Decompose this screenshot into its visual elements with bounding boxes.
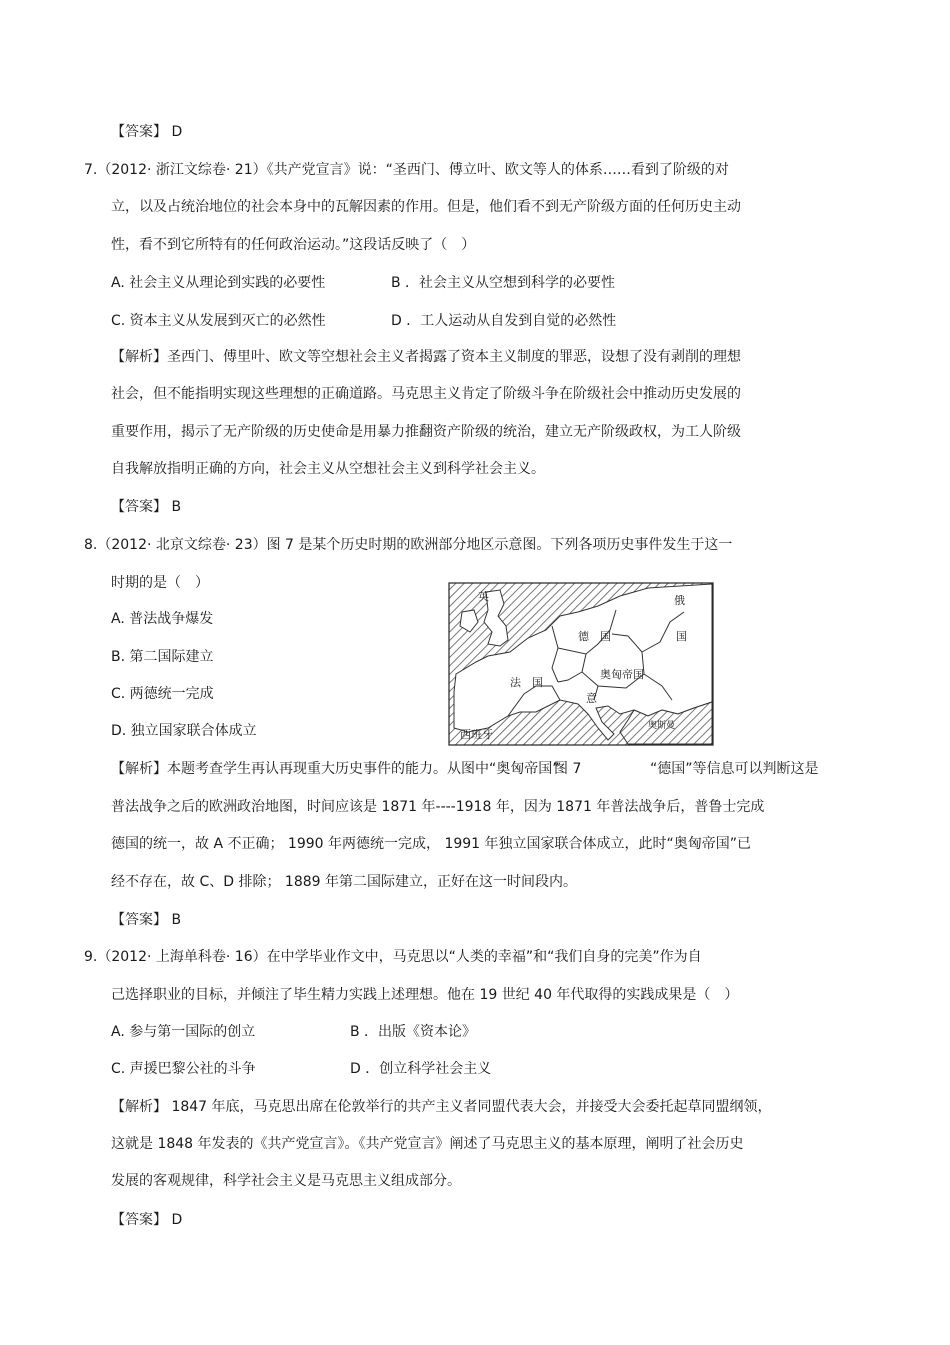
- q9-option-b: B ．出版《资本论》: [350, 1024, 477, 1040]
- q7-line1: 7.（2012· 浙江文综卷· 21）《共产党宣言》说：“圣西门、傅立叶、欧文等人的体系……看到了阶级的对: [84, 162, 729, 178]
- q8-option-d: D. 独立国家联合体成立: [111, 723, 257, 739]
- q8-analysis-2: 普法战争之后的欧洲政治地图，时间应该是 1871 年----1918 年，因为 1871 年普法战争后，普鲁士完成: [111, 799, 765, 815]
- map-label-germany: 德 国: [578, 630, 611, 643]
- map-label-austria-hungary: 奥匈帝国: [600, 668, 644, 681]
- q8-analysis-1b: “德国”等信息可以判断这是: [650, 761, 819, 777]
- answer-q8: 【答案】 B: [111, 912, 182, 928]
- map-caption: 图 7: [554, 761, 582, 777]
- q8-option-a: A. 普法战争爆发: [111, 611, 214, 627]
- map-label-uk: 英: [478, 590, 489, 603]
- q9-line2: 己选择职业的目标，并倾注了毕生精力实践上述理想。他在 19 世纪 40 年代取得的实践成果是（ ）: [111, 987, 739, 1003]
- q7-analysis-3: 重要作用，揭示了无产阶级的历史使命是用暴力推翻资产阶级的统治，建立无产阶级政权，为工人阶级: [111, 424, 741, 440]
- q9-analysis-2: 这就是 1848 年发表的《共产党宣言》。《共产党宣言》阐述了马克思主义的基本原理，阐明了社会历史: [111, 1136, 744, 1152]
- q8-option-b: B. 第二国际建立: [111, 649, 214, 665]
- q9-line1: 9.（2012· 上海单科卷· 16）在中学毕业作文中，马克思以“人类的幸福”和“我们自身的完美”作为自: [84, 949, 702, 965]
- q9-analysis-3: 发展的客观规律，科学社会主义是马克思主义组成部分。: [111, 1173, 461, 1189]
- answer-q9: 【答案】 D: [111, 1212, 183, 1228]
- q7-option-b: B ．社会主义从空想到科学的必要性: [391, 275, 616, 291]
- q9-analysis-1: 【解析】 1847 年底，马克思出席在伦敦举行的共产主义者同盟代表大会，并接受大会委托起草同盟纲领，: [111, 1099, 772, 1115]
- q7-analysis-4: 自我解放指明正确的方向，社会主义从空想社会主义到科学社会主义。: [111, 461, 545, 477]
- answer-q6: 【答案】 D: [111, 124, 183, 140]
- europe-map-figure: [448, 582, 714, 746]
- q7-option-c: C. 资本主义从发展到灭亡的必然性: [111, 313, 326, 329]
- q9-option-a: A. 参与第一国际的创立: [111, 1024, 256, 1040]
- q8-analysis-4: 经不存在，故 C、D 排除； 1889 年第二国际建立，正好在这一时间段内。: [111, 874, 577, 890]
- q8-analysis-1a: 【解析】本题考查学生再认再现重大历史事件的能力。从图中“奥匈帝国”: [111, 761, 560, 777]
- map-label-russia-1: 俄: [674, 594, 685, 607]
- q9-option-c: C. 声援巴黎公社的斗争: [111, 1061, 256, 1077]
- map-label-ottoman: 奥斯曼: [648, 721, 676, 731]
- q7-analysis-2: 社会，但不能指明实现这些理想的正确道路。马克思主义肯定了阶级斗争在阶级社会中推动历史发展的: [111, 386, 741, 402]
- q7-option-d: D ．工人运动从自发到自觉的必然性: [391, 313, 617, 329]
- q7-analysis-1: 【解析】圣西门、傅里叶、欧文等空想社会主义者揭露了资本主义制度的罪恶，设想了没有剥削的理想: [111, 349, 741, 365]
- map-label-russia-2: 国: [676, 630, 687, 643]
- map-label-italy: 意: [586, 692, 597, 705]
- q7-option-a: A. 社会主义从理论到实践的必要性: [111, 275, 326, 291]
- q7-line3: 性，看不到它所特有的任何政治运动。”这段话反映了（ ）: [111, 237, 476, 253]
- q8-line2: 时期的是（ ）: [111, 575, 209, 591]
- q8-line1: 8.（2012· 北京文综卷· 23）图 7 是某个历史时期的欧洲部分地区示意图。下列各项历史事件发生于这一: [84, 537, 733, 553]
- q8-option-c: C. 两德统一完成: [111, 686, 214, 702]
- q7-line2: 立，以及占统治地位的社会本身中的瓦解因素的作用。但是，他们看不到无产阶级方面的任何历史主动: [111, 199, 741, 215]
- q8-analysis-3: 德国的统一，故 A 不正确； 1990 年两德统一完成， 1991 年独立国家联合体成立，此时“奥匈帝国”已: [111, 836, 752, 852]
- map-label-spain: 西班牙: [460, 728, 493, 741]
- europe-map: [448, 582, 714, 746]
- q9-option-d: D ．创立科学社会主义: [350, 1061, 492, 1077]
- answer-q7: 【答案】 B: [111, 499, 182, 515]
- map-label-france: 法 国: [510, 676, 543, 689]
